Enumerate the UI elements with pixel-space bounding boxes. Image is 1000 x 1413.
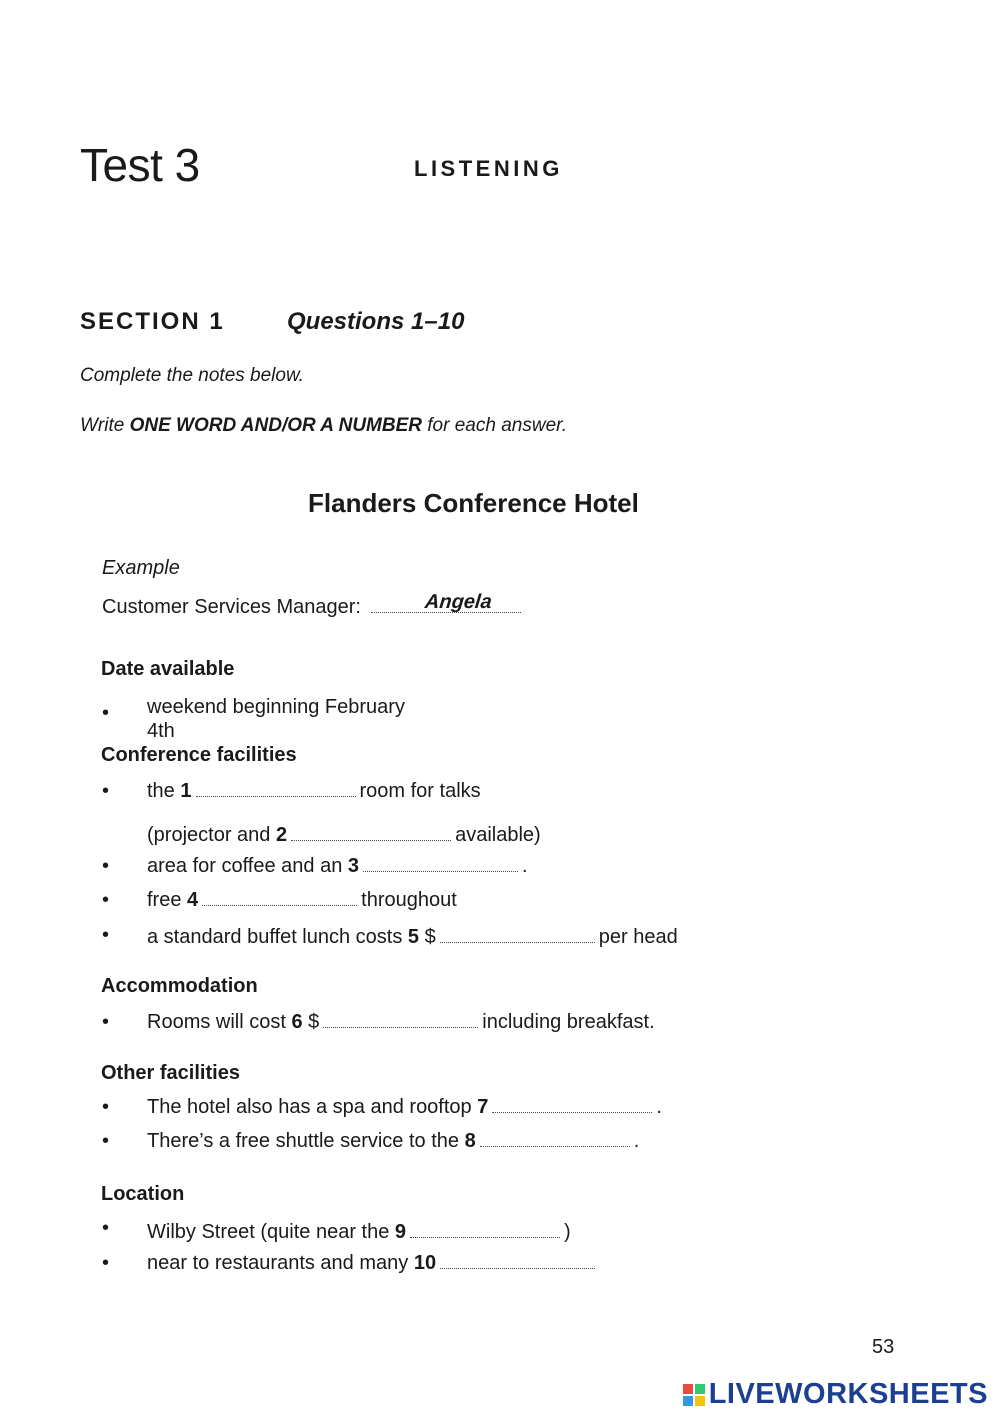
bullet-icon: • <box>102 924 110 946</box>
location-item-2: near to restaurants and many 10 <box>147 1252 599 1275</box>
conference-item-2: area for coffee and an 3 . <box>147 855 528 877</box>
instruction-write: Write ONE WORD AND/OR A NUMBER for each answer. <box>80 415 568 436</box>
date-available-heading: Date available <box>101 658 235 680</box>
example-answer: Angela <box>423 591 493 613</box>
answer-blank-10[interactable] <box>440 1254 595 1269</box>
bullet-icon: • <box>102 1130 110 1152</box>
answer-blank-2[interactable] <box>291 826 451 841</box>
bullet-icon: • <box>102 855 110 877</box>
notes-title: Flanders Conference Hotel <box>308 488 639 518</box>
answer-blank-4[interactable] <box>202 891 357 906</box>
location-item-1: Wilby Street (quite near the 9 ) <box>147 1221 571 1243</box>
conference-item-1: the 1 room for talks <box>147 780 481 802</box>
liveworksheets-icon <box>683 1384 705 1406</box>
location-heading: Location <box>101 1183 185 1205</box>
bullet-icon: • <box>102 889 110 911</box>
conference-item-4: a standard buffet lunch costs 5 $ per head <box>147 926 678 948</box>
conference-item-3: free 4 throughout <box>147 889 457 911</box>
test-title: Test 3 <box>80 139 200 191</box>
other-item-1: The hotel also has a spa and rooftop 7 . <box>147 1096 662 1118</box>
accommodation-item-1: Rooms will cost 6 $ including breakfast. <box>147 1011 655 1033</box>
liveworksheets-text: LIVEWORKSHEETS <box>708 1378 988 1410</box>
conference-item-1b: (projector and 2 available) <box>147 824 541 846</box>
date-item-line1: weekend beginning February <box>147 696 405 718</box>
example-label: Example <box>102 557 180 579</box>
bullet-icon: • <box>102 1252 110 1274</box>
listening-heading: LISTENING <box>414 156 563 181</box>
answer-blank-3[interactable] <box>363 857 518 872</box>
other-facilities-heading: Other facilities <box>101 1062 240 1084</box>
example-line: Customer Services Manager: <box>102 596 525 619</box>
date-item-line2: 4th <box>147 720 175 742</box>
bullet-icon: • <box>102 1011 110 1033</box>
page-number: 53 <box>872 1336 895 1358</box>
answer-blank-6[interactable] <box>323 1013 478 1028</box>
bullet-icon: • <box>102 702 110 724</box>
conference-heading: Conference facilities <box>101 744 297 766</box>
answer-blank-7[interactable] <box>492 1098 652 1113</box>
answer-blank-5[interactable] <box>440 928 595 943</box>
liveworksheets-logo[interactable] <box>683 1378 988 1411</box>
section-label: SECTION 1 <box>80 308 225 335</box>
other-item-2: There’s a free shuttle service to the 8 . <box>147 1130 640 1152</box>
questions-range: Questions 1–10 <box>287 308 465 335</box>
bullet-icon: • <box>102 780 110 802</box>
answer-blank-8[interactable] <box>480 1132 630 1147</box>
answer-blank-1[interactable] <box>196 782 356 797</box>
answer-blank-9[interactable] <box>410 1223 560 1238</box>
instruction-complete: Complete the notes below. <box>80 365 304 386</box>
bullet-icon: • <box>102 1217 110 1239</box>
bullet-icon: • <box>102 1096 110 1118</box>
accommodation-heading: Accommodation <box>101 975 258 997</box>
